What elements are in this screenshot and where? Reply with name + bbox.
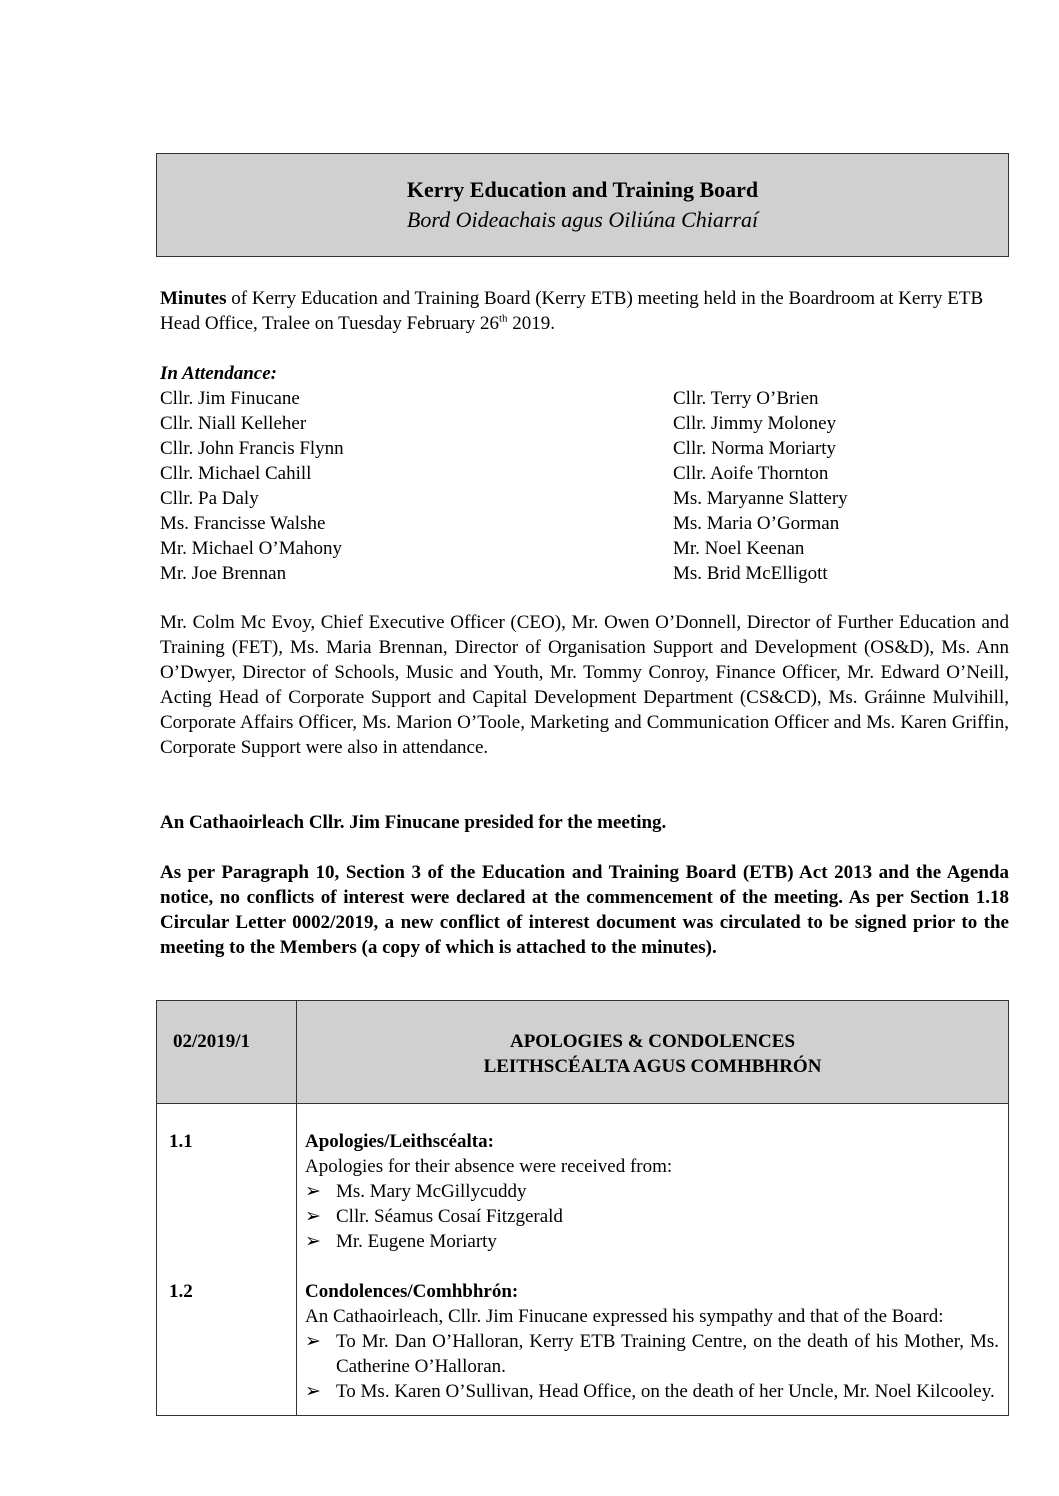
- section-intro: Apologies for their absence were received from:: [305, 1156, 673, 1177]
- condolences-section: [305, 1279, 999, 1404]
- arrow-bullet-icon: ➢: [305, 1206, 321, 1227]
- condolences-list: [305, 1329, 999, 1404]
- arrow-bullet-icon: ➢: [305, 1331, 321, 1352]
- attendee: Ms. Maryanne Slattery: [673, 488, 848, 509]
- agenda-item-title: [297, 1029, 1008, 1079]
- attendee: Cllr. Niall Kelleher: [160, 413, 307, 434]
- attendee: Cllr. Norma Moriarty: [673, 438, 837, 459]
- header-title-irish: Bord Oideachais agus Oiliúna Chiarraí: [406, 207, 759, 232]
- row-divider: [157, 1103, 1008, 1104]
- attendance-heading: In Attendance:: [160, 363, 277, 384]
- list-item: [305, 1204, 999, 1229]
- section-number: 1.1: [169, 1131, 193, 1152]
- agenda-item-title-irish: LEITHSCÉALTA AGUS COMHBHRÓN: [483, 1056, 822, 1077]
- attendee: Mr. Noel Keenan: [673, 538, 805, 559]
- attendee: Ms. Brid McElligott: [673, 563, 828, 584]
- list-item-text: Mr. Eugene Moriarty: [336, 1231, 497, 1252]
- intro-paragraph: [160, 286, 1009, 336]
- intro-lead: Minutes: [160, 288, 227, 309]
- section-number: 1.2: [169, 1281, 193, 1302]
- section-heading: Apologies/Leithscéalta:: [305, 1131, 494, 1152]
- attendee: Mr. Joe Brennan: [160, 563, 287, 584]
- document-header: [156, 153, 1009, 257]
- list-item-text: To Mr. Dan O’Halloran, Kerry ETB Training Centre, on the death of his Mother, Ms. Catherine O’Halloran.: [336, 1331, 999, 1377]
- agenda-item-number: 02/2019/1: [173, 1031, 251, 1052]
- attendee: Ms. Francisse Walshe: [160, 513, 326, 534]
- list-item: [305, 1229, 999, 1254]
- attendee: Cllr. John Francis Flynn: [160, 438, 344, 459]
- intro-tail: 2019.: [507, 313, 556, 334]
- arrow-bullet-icon: ➢: [305, 1231, 321, 1252]
- staff-attendance-paragraph: Mr. Colm Mc Evoy, Chief Executive Officer (CEO), Mr. Owen O’Donnell, Director of Further Education and Training (FET), Ms. Maria Brennan, Director of Organisation Support and Development (OS&D), Ms. Ann O’Dwyer, Director of Schools, Music and Youth, Mr. Tommy Conroy, Finance Officer, Mr. Edward O’Neill, Acting Head of Corporate Support and Capital Development Department (CS&CD), Ms. Gráinne Mulvihill, Corporate Affairs Officer, Ms. Marion O’Toole, Marketing and Communication Officer and Ms. Karen Griffin, Corporate Support were also in attendance.: [160, 612, 1009, 758]
- apologies-list: [305, 1179, 999, 1254]
- list-item-text: To Ms. Karen O’Sullivan, Head Office, on the death of her Uncle, Mr. Noel Kilcooley.: [336, 1381, 995, 1402]
- list-item: [305, 1329, 999, 1379]
- presided-statement: An Cathaoirleach Cllr. Jim Finucane presided for the meeting.: [160, 812, 667, 833]
- header-title-english: Kerry Education and Training Board: [406, 177, 759, 202]
- attendee: Cllr. Jim Finucane: [160, 388, 300, 409]
- attendance-list-left: [160, 386, 344, 586]
- list-item-text: Ms. Mary McGillycuddy: [336, 1181, 527, 1202]
- attendance-list-right: [673, 386, 848, 586]
- list-item: [305, 1179, 999, 1204]
- conflicts-statement: As per Paragraph 10, Section 3 of the Education and Training Board (ETB) Act 2013 and the Agenda notice, no conflicts of interest were declared at the commencement of the meeting. As per Section 1.18 Circular Letter 0002/2019, a new conflict of interest document was circulated to be signed prior to the meeting to the Members (a copy of which is attached to the minutes).: [160, 862, 1009, 958]
- attendee: Ms. Maria O’Gorman: [673, 513, 840, 534]
- attendee: Cllr. Terry O’Brien: [673, 388, 819, 409]
- arrow-bullet-icon: ➢: [305, 1181, 321, 1202]
- attendee: Cllr. Pa Daly: [160, 488, 259, 509]
- attendee: Cllr. Aoife Thornton: [673, 463, 829, 484]
- apologies-section: [305, 1129, 999, 1254]
- agenda-item-title-english: APOLOGIES & CONDOLENCES: [509, 1031, 796, 1052]
- arrow-bullet-icon: ➢: [305, 1381, 321, 1402]
- attendee: Cllr. Michael Cahill: [160, 463, 312, 484]
- section-intro: An Cathaoirleach, Cllr. Jim Finucane expressed his sympathy and that of the Board:: [305, 1306, 944, 1327]
- agenda-item-table: [156, 1000, 1009, 1416]
- list-item-text: Cllr. Séamus Cosaí Fitzgerald: [336, 1206, 563, 1227]
- intro-ordinal: th: [498, 312, 508, 325]
- section-heading: Condolences/Comhbhrón:: [305, 1281, 519, 1302]
- attendee: Cllr. Jimmy Moloney: [673, 413, 837, 434]
- intro-text: of Kerry Education and Training Board (Kerry ETB) meeting held in the Boardroom at Kerry ETB Head Office, Tralee on Tuesday February 26: [160, 288, 984, 334]
- list-item: [305, 1379, 999, 1404]
- attendee: Mr. Michael O’Mahony: [160, 538, 343, 559]
